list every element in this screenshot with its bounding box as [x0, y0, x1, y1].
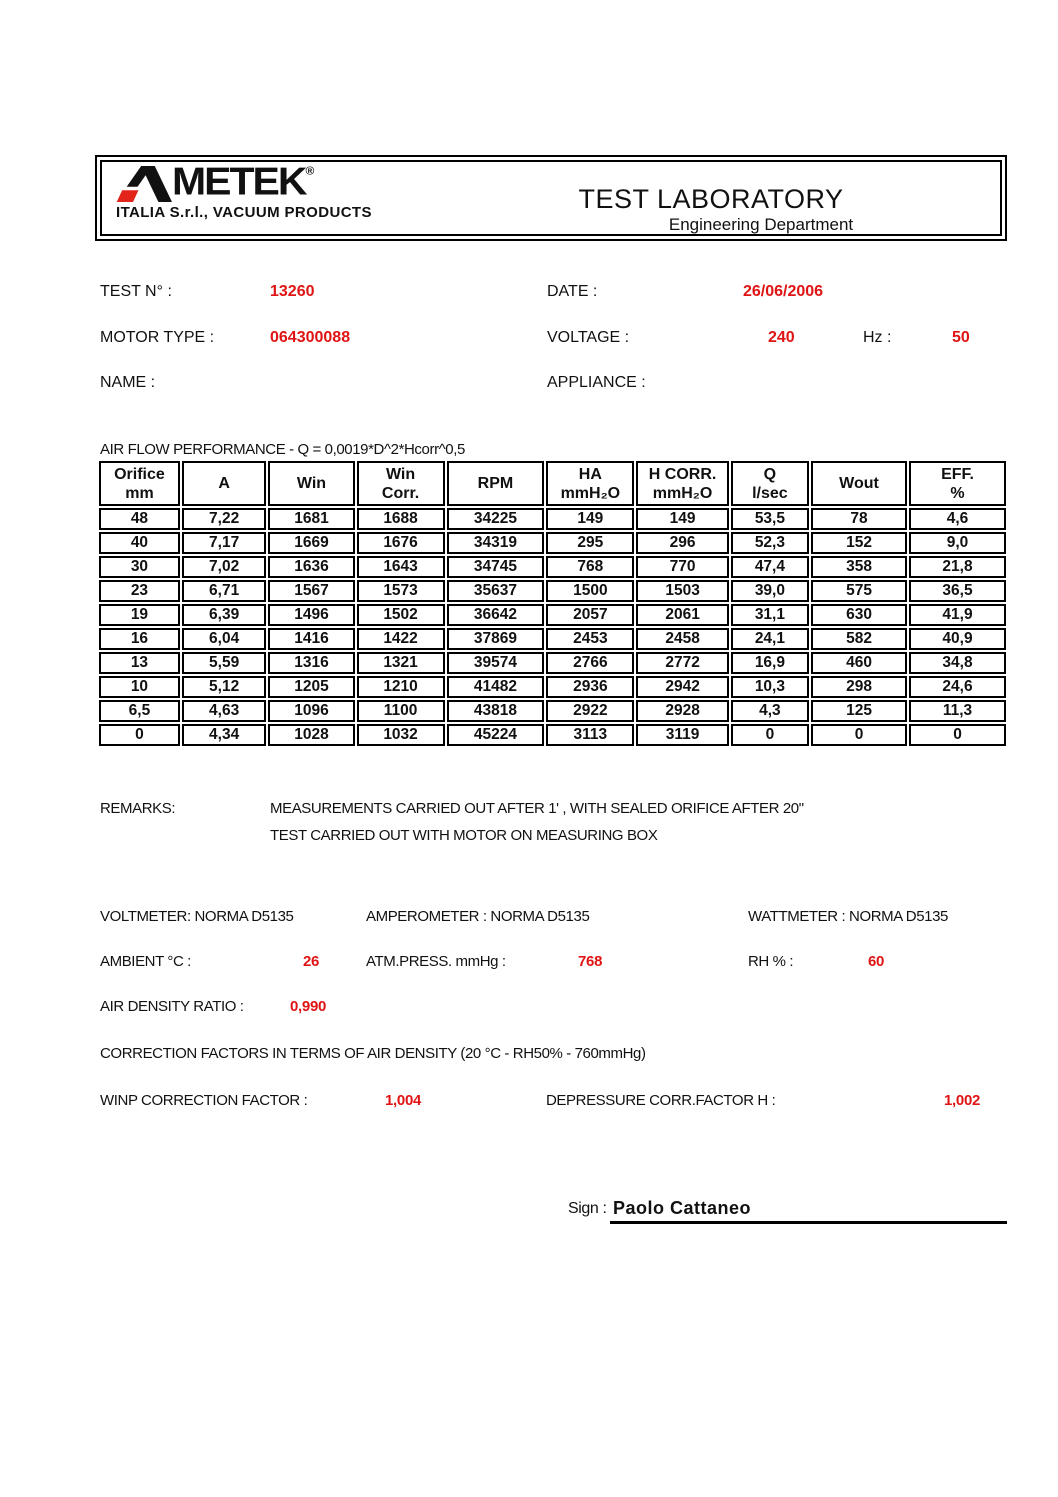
wattmeter-label: WATTMETER : NORMA D5135: [748, 908, 948, 925]
table-cell: 0: [811, 724, 907, 746]
table-cell: 1416: [268, 628, 354, 650]
voltmeter-label: VOLTMETER: NORMA D5135: [100, 908, 294, 925]
table-cell: 2772: [636, 652, 728, 674]
motor-type-value: 064300088: [270, 329, 351, 346]
table-cell: 1503: [636, 580, 728, 602]
table-cell: 0: [99, 724, 180, 746]
table-cell: 296: [636, 532, 728, 554]
signature-name: Paolo Cattaneo: [613, 1198, 752, 1218]
correction-note: CORRECTION FACTORS IN TERMS OF AIR DENSITY (20 °C - RH50% - 760mmHg): [100, 1045, 646, 1062]
table-row: [99, 676, 1006, 698]
table-cell: 10: [99, 676, 180, 698]
table-cell: 30: [99, 556, 180, 578]
table-cell: 36,5: [909, 580, 1006, 602]
table-cell: 1636: [268, 556, 354, 578]
table-cell: 41,9: [909, 604, 1006, 626]
table-cell: 0: [731, 724, 809, 746]
table-cell: 298: [811, 676, 907, 698]
table-cell: 2928: [636, 700, 728, 722]
col-win-corr: Win Corr.: [357, 461, 445, 506]
performance-caption: AIR FLOW PERFORMANCE - Q = 0,0019*D^2*Hcorr^0,5: [100, 441, 465, 458]
hz-label: Hz :: [863, 329, 892, 346]
brand-subtitle: ITALIA S.r.l., VACUUM PRODUCTS: [116, 204, 372, 221]
table-cell: 4,6: [909, 508, 1006, 530]
table-cell: 40,9: [909, 628, 1006, 650]
table-cell: 4,3: [731, 700, 809, 722]
table-cell: 768: [546, 556, 634, 578]
table-cell: 770: [636, 556, 728, 578]
remarks-line2: TEST CARRIED OUT WITH MOTOR ON MEASURING BOX: [270, 827, 658, 844]
table-cell: 1100: [357, 700, 445, 722]
table-row: [99, 508, 1006, 530]
table-cell: 16,9: [731, 652, 809, 674]
table-cell: 630: [811, 604, 907, 626]
table-cell: 5,59: [182, 652, 266, 674]
table-cell: 3113: [546, 724, 634, 746]
table-cell: 53,5: [731, 508, 809, 530]
table-cell: 10,3: [731, 676, 809, 698]
table-cell: 6,5: [99, 700, 180, 722]
table-row: [99, 580, 1006, 602]
col-eff: EFF. %: [909, 461, 1006, 506]
col-hcorr: H CORR. mmH₂O: [636, 461, 728, 506]
table-cell: 78: [811, 508, 907, 530]
table-header: [99, 461, 1006, 506]
table-cell: 39574: [447, 652, 545, 674]
table-cell: 6,71: [182, 580, 266, 602]
table-cell: 1210: [357, 676, 445, 698]
table-cell: 0: [909, 724, 1006, 746]
table-cell: 4,34: [182, 724, 266, 746]
page-subtitle: Engineering Department: [668, 215, 854, 234]
table-cell: 34745: [447, 556, 545, 578]
table-cell: 2766: [546, 652, 634, 674]
table-cell: 21,8: [909, 556, 1006, 578]
table-cell: 1028: [268, 724, 354, 746]
table-cell: 9,0: [909, 532, 1006, 554]
voltage-label: VOLTAGE :: [547, 329, 630, 346]
table-cell: 45224: [447, 724, 545, 746]
table-row: [99, 652, 1006, 674]
table-cell: 40: [99, 532, 180, 554]
col-orifice: Orifice mm: [99, 461, 180, 506]
table-cell: 19: [99, 604, 180, 626]
table-cell: 575: [811, 580, 907, 602]
voltage-value: 240: [768, 329, 795, 346]
motor-type-label: MOTOR TYPE :: [100, 329, 215, 346]
header-box-inner: [100, 160, 1002, 236]
table-cell: 48: [99, 508, 180, 530]
table-cell: 1676: [357, 532, 445, 554]
remarks-label: REMARKS:: [100, 800, 176, 817]
table-cell: 43818: [447, 700, 545, 722]
signature-line: [610, 1221, 1007, 1224]
table-cell: 2922: [546, 700, 634, 722]
table-cell: 125: [811, 700, 907, 722]
table-cell: 47,4: [731, 556, 809, 578]
table-cell: 1669: [268, 532, 354, 554]
test-number-value: 13260: [270, 283, 315, 300]
table-cell: 23: [99, 580, 180, 602]
table-row: [99, 604, 1006, 626]
ametek-a-mark-icon: [114, 166, 172, 202]
table-cell: 11,3: [909, 700, 1006, 722]
table-cell: 149: [636, 508, 728, 530]
col-win: Win: [268, 461, 354, 506]
test-number-label: TEST N° :: [100, 283, 172, 300]
table-cell: 41482: [447, 676, 545, 698]
air-density-label: AIR DENSITY RATIO :: [100, 998, 244, 1015]
table-cell: 34319: [447, 532, 545, 554]
table-cell: 2458: [636, 628, 728, 650]
table-cell: 4,63: [182, 700, 266, 722]
col-a: A: [182, 461, 266, 506]
table-cell: 34225: [447, 508, 545, 530]
table-cell: 13: [99, 652, 180, 674]
table-row: [99, 700, 1006, 722]
table-cell: 7,22: [182, 508, 266, 530]
rh-value: 60: [868, 953, 885, 970]
table-cell: 152: [811, 532, 907, 554]
hz-value: 50: [952, 329, 970, 346]
air-density-value: 0,990: [290, 998, 327, 1015]
winp-factor-label: WINP CORRECTION FACTOR :: [100, 1092, 308, 1109]
table-cell: 39,0: [731, 580, 809, 602]
header-box: [95, 155, 1007, 241]
table-cell: 7,17: [182, 532, 266, 554]
brand-name: METEK®: [172, 159, 313, 203]
ametek-logo: [114, 159, 372, 221]
table-cell: 37869: [447, 628, 545, 650]
table-cell: 1316: [268, 652, 354, 674]
table-cell: 24,6: [909, 676, 1006, 698]
table-cell: 1502: [357, 604, 445, 626]
col-ha: HA mmH₂O: [546, 461, 634, 506]
table-cell: 1321: [357, 652, 445, 674]
table-cell: 1681: [268, 508, 354, 530]
table-cell: 1573: [357, 580, 445, 602]
table-cell: 2936: [546, 676, 634, 698]
table-header-row: [99, 461, 1006, 506]
table-cell: 1643: [357, 556, 445, 578]
table-cell: 1688: [357, 508, 445, 530]
amperometer-label: AMPEROMETER : NORMA D5135: [366, 908, 590, 925]
table-cell: 1096: [268, 700, 354, 722]
table-cell: 6,39: [182, 604, 266, 626]
ambient-value: 26: [303, 953, 320, 970]
depressure-factor-label: DEPRESSURE CORR.FACTOR H :: [546, 1092, 776, 1109]
date-label: DATE :: [547, 283, 598, 300]
table-cell: 460: [811, 652, 907, 674]
table-cell: 6,04: [182, 628, 266, 650]
table-cell: 3119: [636, 724, 728, 746]
sign-label: Sign :: [568, 1200, 607, 1217]
table-cell: 16: [99, 628, 180, 650]
appliance-label: APPLIANCE :: [547, 374, 646, 391]
table-cell: 2057: [546, 604, 634, 626]
table-cell: 2942: [636, 676, 728, 698]
table-cell: 24,1: [731, 628, 809, 650]
page-title: TEST LABORATORY: [578, 184, 844, 214]
table-cell: 295: [546, 532, 634, 554]
atm-press-value: 768: [578, 953, 603, 970]
table-body: [99, 508, 1006, 746]
col-q: Q l/sec: [731, 461, 809, 506]
col-wout: Wout: [811, 461, 907, 506]
table-row: [99, 628, 1006, 650]
name-label: NAME :: [100, 374, 156, 391]
table-cell: 31,1: [731, 604, 809, 626]
atm-press-label: ATM.PRESS. mmHg :: [366, 953, 506, 970]
table-cell: 7,02: [182, 556, 266, 578]
table-cell: 1032: [357, 724, 445, 746]
table-cell: 1500: [546, 580, 634, 602]
registered-mark: ®: [305, 163, 313, 178]
table-row: [99, 724, 1006, 746]
table-cell: 2453: [546, 628, 634, 650]
table-cell: 1205: [268, 676, 354, 698]
ambient-label: AMBIENT °C :: [100, 953, 191, 970]
col-rpm: RPM: [447, 461, 545, 506]
table-cell: 1567: [268, 580, 354, 602]
remarks-line1: MEASUREMENTS CARRIED OUT AFTER 1' , WITH SEALED ORIFICE AFTER 20": [270, 800, 804, 817]
table-cell: 149: [546, 508, 634, 530]
depressure-factor-value: 1,002: [944, 1092, 981, 1109]
table-cell: 34,8: [909, 652, 1006, 674]
table-cell: 35637: [447, 580, 545, 602]
table-row: [99, 532, 1006, 554]
table-cell: 582: [811, 628, 907, 650]
table-cell: 358: [811, 556, 907, 578]
table-cell: 36642: [447, 604, 545, 626]
table-cell: 52,3: [731, 532, 809, 554]
table-cell: 1422: [357, 628, 445, 650]
table-row: [99, 556, 1006, 578]
table-cell: 1496: [268, 604, 354, 626]
rh-label: RH % :: [748, 953, 794, 970]
performance-table: [97, 459, 1008, 748]
table-cell: 2061: [636, 604, 728, 626]
table-cell: 5,12: [182, 676, 266, 698]
winp-factor-value: 1,004: [385, 1092, 422, 1109]
date-value: 26/06/2006: [743, 283, 824, 300]
